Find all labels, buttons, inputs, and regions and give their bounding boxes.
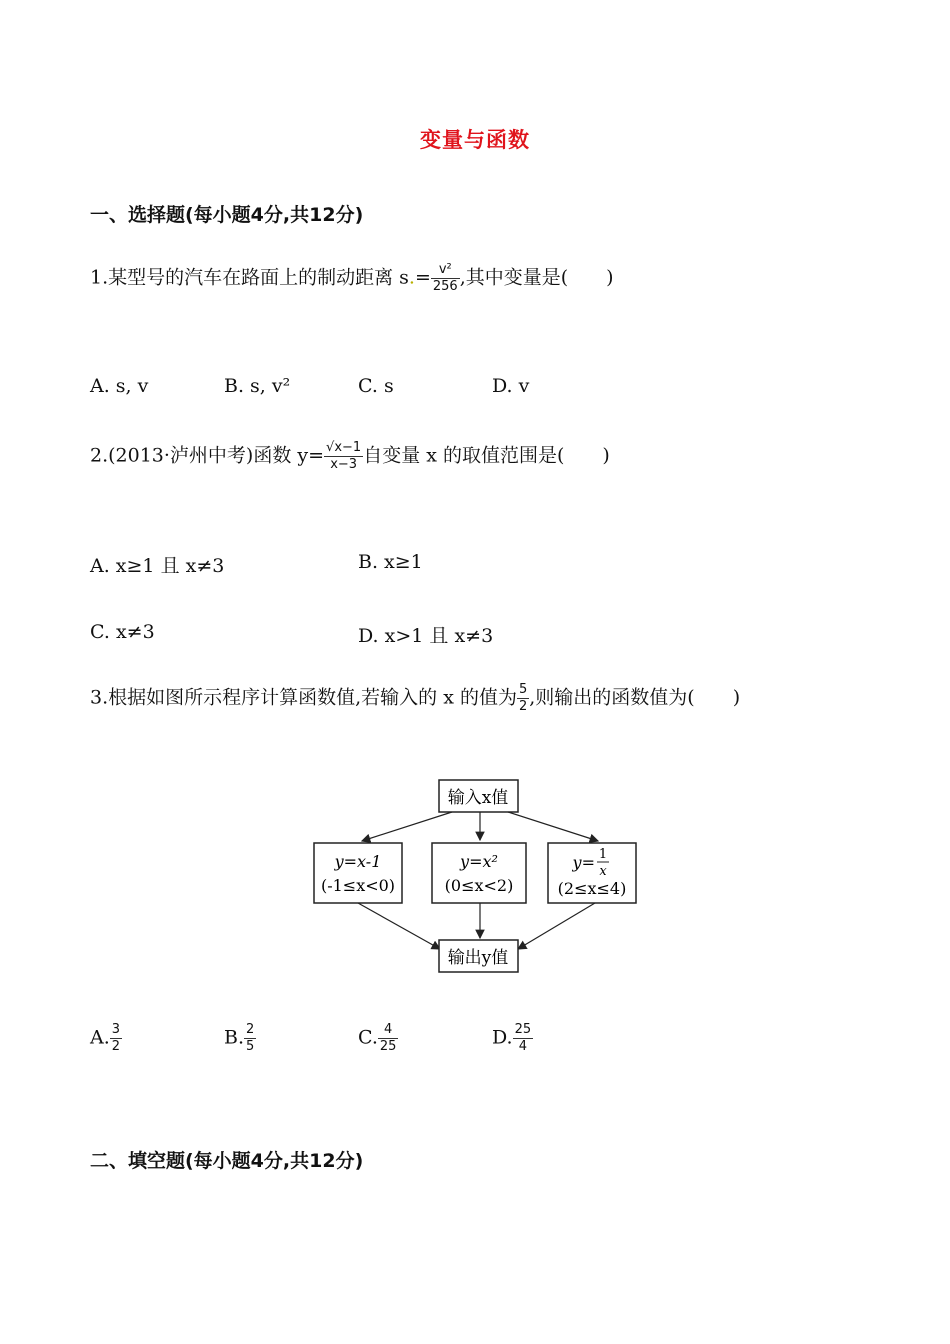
program-flowchart (312, 778, 642, 974)
q3-option-a-label: A. (90, 1026, 110, 1049)
q3-frac-den: 2 (518, 699, 528, 714)
q1-frac-den: 256 (432, 279, 458, 294)
q3-option-a (90, 1022, 122, 1055)
question-3 (90, 682, 740, 715)
q3-option-c (358, 1022, 398, 1055)
q3-option-d-num: 25 (514, 1022, 532, 1037)
flow-box1-formula: y=x-1 (334, 852, 382, 871)
q3-option-a-den: 2 (111, 1039, 121, 1054)
q3-option-c-num: 4 (378, 1022, 399, 1039)
page-title: 变量与函数 (420, 128, 530, 152)
flow-box3-den: x (599, 864, 607, 879)
q1-option-a: A. s, v (90, 375, 149, 397)
q3-option-c-den: 25 (379, 1039, 397, 1054)
q1-frac-num: v² (431, 262, 460, 279)
flow-box2-formula: y=x² (460, 852, 498, 871)
flow-box3-prefix: y= (572, 853, 595, 872)
q3-option-b-den: 5 (246, 1039, 255, 1054)
flow-arrow-from-box1 (358, 903, 440, 949)
flow-arrow-from-box3 (518, 903, 595, 949)
q1-text-after: ,其中变量是( ) (459, 266, 614, 289)
q1-option-d: D. v (492, 375, 530, 397)
q3-option-c-fraction (378, 1022, 399, 1055)
q1-option-c: C. s (358, 375, 394, 397)
q2-option-b: B. x≥1 (358, 551, 423, 573)
q2-option-d: D. x>1 且 x≠3 (358, 625, 494, 647)
q1-option-b: B. s, v² (224, 375, 291, 397)
q2-fraction (324, 440, 363, 473)
q3-option-a-fraction (110, 1022, 122, 1055)
q3-option-d-label: D. (492, 1026, 513, 1049)
q3-option-b-fraction (244, 1022, 256, 1055)
q3-option-b-num: 2 (246, 1022, 255, 1037)
q2-frac-num: √x−1 (326, 440, 362, 455)
flow-box3-range: (2≤x≤4) (557, 879, 627, 898)
flow-arrow-to-box1 (362, 812, 452, 841)
q3-option-d-den: 4 (518, 1039, 528, 1054)
q1-text-before: 1.某型号的汽车在路面上的制动距离 s (90, 266, 409, 289)
q3-option-c-label: C. (358, 1026, 378, 1049)
flow-box3-num: 1 (598, 847, 608, 862)
q1-fraction (431, 262, 460, 295)
q3-option-b-label: B. (224, 1026, 245, 1049)
q3-option-a-num: 3 (111, 1022, 121, 1037)
q2-option-a: A. x≥1 且 x≠3 (90, 555, 225, 577)
section-heading-choice: 一、选择题(每小题4分,共12分) (90, 204, 364, 226)
q3-option-d (492, 1022, 533, 1055)
question-2 (90, 440, 610, 473)
q2-frac-den: x−3 (330, 457, 358, 472)
q3-fraction (517, 682, 529, 715)
flow-arrow-to-box3 (508, 812, 598, 841)
section-heading-fill: 二、填空题(每小题4分,共12分) (90, 1150, 364, 1172)
q3-text-after: ,则输出的函数值为( ) (529, 686, 741, 709)
flow-box1-range: (-1≤x<0) (320, 876, 396, 895)
question-1: 1.某型号的汽车在路面上的制动距离 s.= $\frac{\text{v²}}{256}$ ,其中变量是( ) (90, 262, 614, 294)
q3-frac-num: 5 (518, 682, 528, 697)
q3-option-b (224, 1022, 256, 1055)
q2-text-after: 自变量 x 的取值范围是( ) (363, 444, 610, 467)
flow-output-label: 输出y值 (447, 948, 509, 968)
flow-box2-range: (0≤x<2) (444, 876, 514, 895)
q2-option-c: C. x≠3 (90, 621, 155, 643)
q2-text-before: 2.(2013·泸州中考)函数 y= (90, 444, 325, 467)
q3-text-before: 3.根据如图所示程序计算函数值,若输入的 x 的值为 (90, 686, 517, 709)
q3-option-d-fraction (513, 1022, 534, 1055)
flow-input-label: 输入x值 (447, 788, 509, 808)
